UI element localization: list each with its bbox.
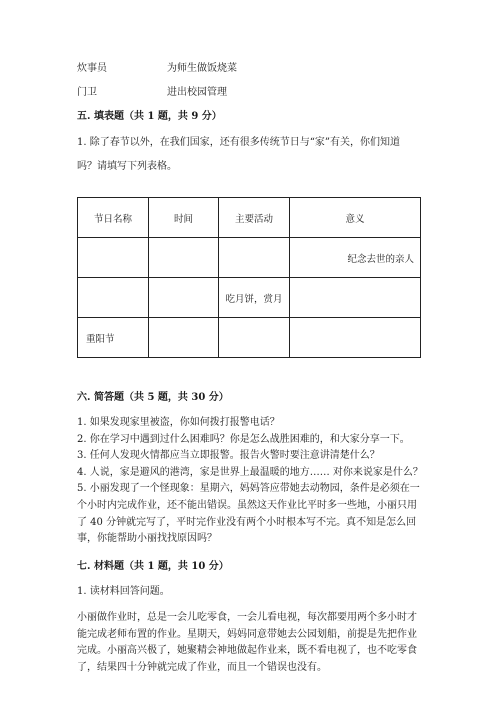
section7-question: 1. 读材料回答问题。 xyxy=(77,586,170,597)
header-main-activity: 主要活动 xyxy=(219,198,290,238)
header-festival-name: 节日名称 xyxy=(78,198,149,238)
section6-line: 1. 如果发现家里被盗，你如何拨打报警电话？ xyxy=(77,417,280,428)
section6-line: 个小时内完成作业，还不能出错误。虽然这天作业比平时多一些地，小丽只用 xyxy=(77,499,417,511)
section7-material xyxy=(77,610,427,676)
section5-question-line2: 吗？请填写下列表格。 xyxy=(77,161,177,172)
table-cell[interactable]: 重阳节 xyxy=(78,318,149,358)
section7-line: 完成。小丽高兴极了，她聚精会神地做起作业来，既不看电视了，也不吃零食 xyxy=(77,645,417,657)
table-cell[interactable] xyxy=(149,238,219,278)
section6-line: 事，你能帮助小丽找找原因吗？ xyxy=(77,533,217,545)
table-cell[interactable] xyxy=(290,278,421,318)
table-cell[interactable] xyxy=(78,278,149,318)
duty-role-guard: 门卫 xyxy=(77,87,97,98)
table-cell[interactable] xyxy=(149,318,219,358)
table-header-row xyxy=(78,198,421,238)
section6-questions xyxy=(77,415,427,548)
section7-line: 能完成老师布置的作业。星期天，妈妈同意带她去公园划船，前提是先把作业 xyxy=(77,628,417,640)
table-cell[interactable]: 吃月饼，赏月 xyxy=(219,278,290,318)
table-row xyxy=(78,278,421,318)
table-cell[interactable] xyxy=(290,318,421,358)
table-cell[interactable] xyxy=(219,318,290,358)
table-row xyxy=(78,238,421,278)
header-time: 时间 xyxy=(149,198,219,238)
section6-line: 了 40 分钟就完写了，平时完作业没有两个小时根本写不完。真不知是怎么回 xyxy=(77,516,417,528)
section5-heading: 五. 填表题（共 1 题，共 9 分） xyxy=(77,111,222,122)
section6-line: 2. 你在学习中遇到过什么困难吗？你是怎么战胜困难的，和大家分享一下。 xyxy=(77,433,410,445)
section6-line: 5. 小丽发现了一个怪现象：星期六，妈妈答应带她去动物园，条件是必须在一 xyxy=(77,483,420,495)
section6-line: 3. 任何人发现火情都应当立即报警。报告火警时要注意讲清楚什么？ xyxy=(77,450,380,462)
table-cell[interactable]: 纪念去世的亲人 xyxy=(290,238,421,278)
section6-line: 4. 人说，家是避风的港湾，家是世界上最温暖的地方…… 对你来说家是什么？ xyxy=(77,466,423,478)
table-row xyxy=(78,318,421,358)
header-meaning: 意义 xyxy=(290,198,421,238)
section7-line: 了，结果四十分钟就完成了作业，而且一个错误也没有。 xyxy=(77,661,327,673)
section7-heading: 七. 材料题（共 1 题，共 10 分） xyxy=(77,561,229,572)
table-cell[interactable] xyxy=(219,238,290,278)
section5-question-line1: 1. 除了春节以外，在我们国家，还有很多传统节日与“家”有关，你们知道 xyxy=(77,137,400,148)
duty-task-cook: 为师生做饭烧菜 xyxy=(167,63,237,74)
section6-heading: 六. 简答题（共 5 题，共 30 分） xyxy=(77,392,229,403)
table-cell[interactable] xyxy=(149,278,219,318)
festival-table xyxy=(77,197,421,358)
duty-task-guard: 进出校园管理 xyxy=(167,87,227,98)
table-cell[interactable] xyxy=(78,238,149,278)
section7-line: 小丽做作业时，总是一会儿吃零食，一会儿看电视，每次都要用两个多小时才 xyxy=(77,612,417,623)
duty-role-cook: 炊事员 xyxy=(77,63,107,74)
